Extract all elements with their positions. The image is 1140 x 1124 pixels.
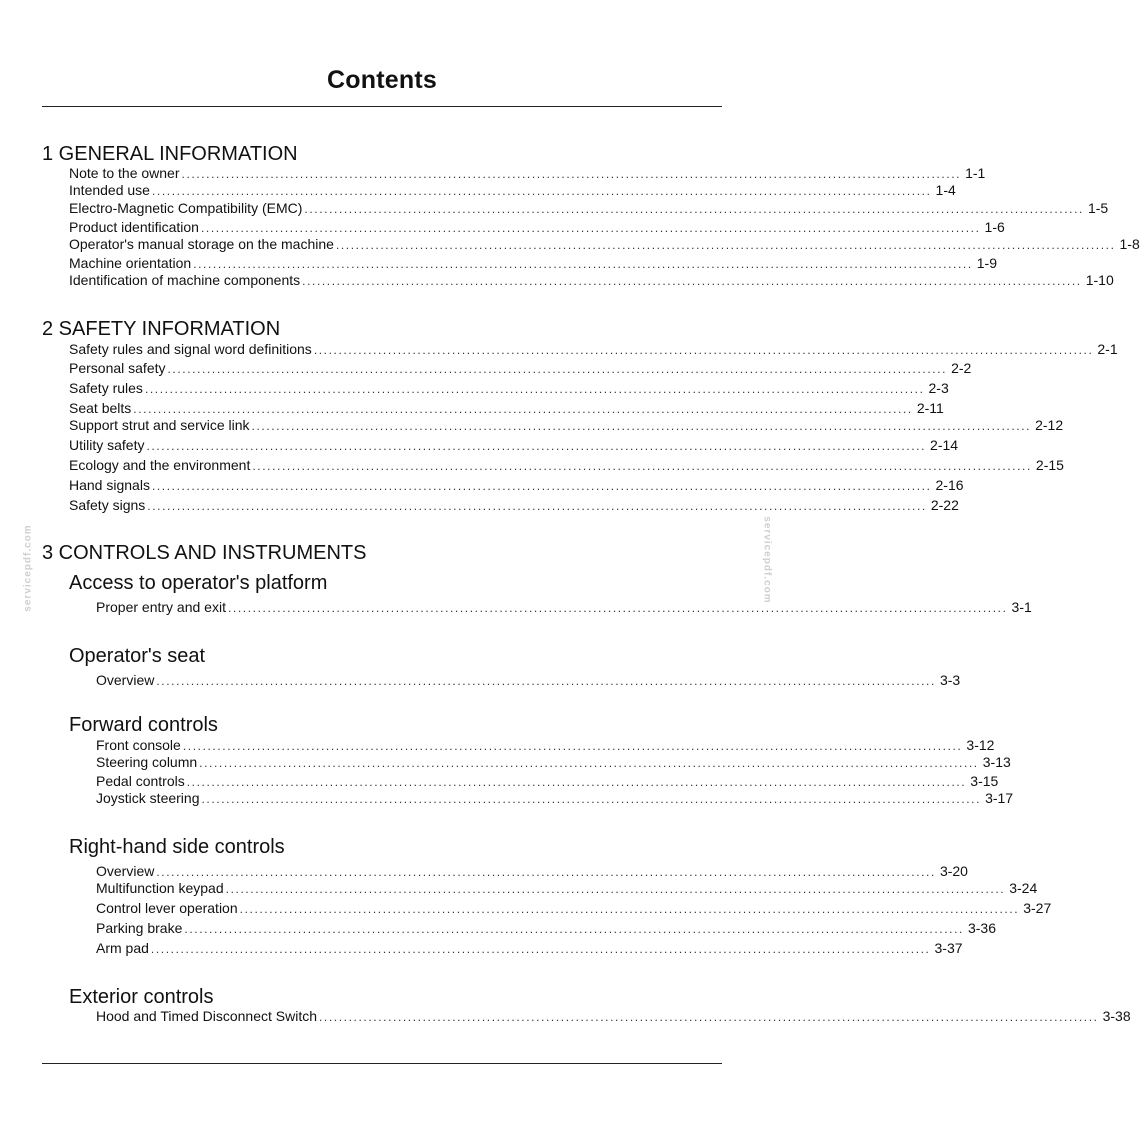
leader-dots: .............................................................................................................................................................. — [302, 274, 1082, 288]
toc-entry-page: 2-3 — [928, 380, 949, 396]
toc-entry-page: 2-11 — [916, 400, 944, 416]
toc-entry-page: 3-27 — [1023, 900, 1052, 916]
leader-dots: .............................................................................................................................................................. — [181, 167, 962, 181]
toc-entry[interactable] — [69, 477, 964, 494]
toc-entry-label: Note to the owner — [69, 165, 180, 181]
toc-entry-page: 3-38 — [1102, 1008, 1131, 1024]
bottom-rule — [42, 1063, 722, 1064]
leader-dots: .............................................................................................................................................................. — [199, 756, 979, 770]
section-heading: Access to operator's platform — [69, 572, 328, 594]
toc-entry-label: Pedal controls — [96, 773, 185, 789]
toc-entry-label: Product identification — [69, 219, 199, 235]
section-heading: Operator's seat — [69, 645, 206, 667]
page-title: Contents — [327, 66, 437, 94]
watermark-right: servicepdf.com — [761, 516, 773, 604]
toc-entry-label: Safety signs — [69, 497, 146, 513]
toc-entry-label: Ecology and the environment — [69, 457, 251, 473]
leader-dots: .............................................................................................................................................................. — [186, 775, 967, 789]
toc-entry[interactable] — [69, 255, 997, 272]
leader-dots: .............................................................................................................................................................. — [313, 343, 1094, 357]
chapter-heading: 3 CONTROLS AND INSTRUMENTS — [42, 542, 367, 564]
toc-entry-label: Identification of machine components — [69, 272, 301, 288]
toc-entry[interactable] — [69, 272, 1114, 289]
toc-entry[interactable] — [69, 497, 959, 514]
toc-entry-page: 3-13 — [982, 754, 1011, 770]
toc-entry-label: Proper entry and exit — [96, 599, 226, 615]
toc-entry-page: 2-16 — [935, 477, 964, 493]
toc-entry[interactable] — [96, 863, 968, 880]
chapter-heading: 2 SAFETY INFORMATION — [42, 318, 281, 340]
leader-dots: .............................................................................................................................................................. — [144, 382, 925, 396]
toc-entry-page: 3-37 — [934, 940, 963, 956]
toc-entry-page: 1-8 — [1119, 236, 1140, 252]
toc-entry-label: Utility safety — [69, 437, 145, 453]
section-heading: Exterior controls — [69, 986, 214, 1008]
toc-entry[interactable] — [96, 599, 1032, 616]
toc-entry-page: 3-17 — [985, 790, 1014, 806]
toc-entry-page: 2-2 — [951, 360, 972, 376]
toc-entry-label: Steering column — [96, 754, 198, 770]
leader-dots: .............................................................................................................................................................. — [252, 459, 1032, 473]
toc-entry[interactable] — [69, 400, 944, 417]
toc-entry-page: 1-1 — [965, 165, 986, 181]
toc-entry[interactable] — [69, 165, 986, 182]
toc-entry-label: Arm pad — [96, 940, 149, 956]
toc-entry-label: Personal safety — [69, 360, 166, 376]
toc-entry[interactable] — [69, 236, 1140, 253]
leader-dots: .............................................................................................................................................................. — [156, 674, 936, 688]
toc-entry-label: Safety rules — [69, 380, 143, 396]
leader-dots: .............................................................................................................................................................. — [251, 419, 1032, 433]
leader-dots: .............................................................................................................................................................. — [184, 922, 964, 936]
section-heading: Forward controls — [69, 714, 218, 736]
chapter-heading: 1 GENERAL INFORMATION — [42, 143, 298, 165]
toc-entry[interactable] — [96, 773, 999, 790]
toc-entry[interactable] — [96, 940, 963, 957]
toc-entry-label: Operator's manual storage on the machine — [69, 236, 334, 252]
leader-dots: .............................................................................................................................................................. — [146, 439, 927, 453]
toc-entry-page: 3-36 — [967, 920, 996, 936]
toc-entry[interactable] — [96, 1008, 1131, 1025]
leader-dots: .............................................................................................................................................................. — [156, 865, 936, 879]
toc-entry[interactable] — [69, 182, 956, 199]
leader-dots: .............................................................................................................................................................. — [239, 902, 1020, 916]
leader-dots: .............................................................................................................................................................. — [147, 499, 927, 513]
leader-dots: .............................................................................................................................................................. — [319, 1010, 1099, 1024]
toc-entry-page: 2-22 — [930, 497, 959, 513]
toc-entry[interactable] — [69, 200, 1109, 217]
toc-entry[interactable] — [69, 380, 949, 397]
toc-entry-page: 3-3 — [939, 672, 961, 688]
toc-entry-page: 2-12 — [1035, 417, 1064, 433]
leader-dots: .............................................................................................................................................................. — [200, 221, 981, 235]
toc-entry[interactable] — [96, 790, 1014, 807]
toc-entry[interactable] — [69, 360, 972, 377]
toc-entry[interactable] — [96, 754, 1011, 771]
leader-dots: .............................................................................................................................................................. — [151, 184, 932, 198]
toc-entry-page: 1-6 — [984, 219, 1005, 235]
toc-entry[interactable] — [96, 920, 996, 937]
leader-dots: .............................................................................................................................................................. — [304, 202, 1084, 216]
leader-dots: .............................................................................................................................................................. — [167, 362, 948, 376]
toc-entry-page: 1-10 — [1085, 272, 1114, 288]
leader-dots: .............................................................................................................................................................. — [227, 601, 1008, 615]
toc-entry-label: Overview — [96, 863, 155, 879]
toc-entry-page: 2-1 — [1097, 341, 1118, 357]
toc-entry-page: 2-15 — [1035, 457, 1064, 473]
toc-entry[interactable] — [96, 900, 1052, 917]
leader-dots: .............................................................................................................................................................. — [182, 739, 963, 753]
toc-entry-label: Intended use — [69, 182, 150, 198]
toc-entry[interactable] — [96, 672, 961, 689]
toc-entry-page: 2-14 — [930, 437, 959, 453]
leader-dots: .............................................................................................................................................................. — [193, 257, 973, 271]
watermark-left: servicepdf.com — [22, 524, 34, 612]
toc-entry-label: Safety rules and signal word definitions — [69, 341, 312, 357]
toc-entry-label: Seat belts — [69, 400, 132, 416]
toc-entry-page: 1-9 — [976, 255, 997, 271]
toc-entry-page: 3-1 — [1011, 599, 1032, 615]
leader-dots: .............................................................................................................................................................. — [201, 792, 982, 806]
toc-entry[interactable] — [69, 341, 1118, 358]
toc-entry[interactable] — [96, 880, 1038, 897]
toc-entry-label: Hood and Timed Disconnect Switch — [96, 1008, 317, 1024]
toc-entry[interactable] — [69, 219, 1005, 236]
toc-entry[interactable] — [69, 417, 1064, 434]
toc-entry-label: Overview — [96, 672, 155, 688]
leader-dots: .............................................................................................................................................................. — [133, 402, 913, 416]
toc-entry-page: 3-15 — [970, 773, 999, 789]
toc-entry-label: Joystick steering — [96, 790, 200, 806]
toc-entry-label: Control lever operation — [96, 900, 238, 916]
leader-dots: .............................................................................................................................................................. — [151, 479, 932, 493]
top-rule — [42, 106, 722, 107]
toc-entry-label: Multifunction keypad — [96, 880, 224, 896]
toc-entry-label: Electro-Magnetic Compatibility (EMC) — [69, 200, 303, 216]
toc-entry[interactable] — [96, 737, 995, 754]
toc-entry-page: 1-4 — [935, 182, 956, 198]
toc-entry-label: Machine orientation — [69, 255, 192, 271]
toc-entry-label: Support strut and service link — [69, 417, 250, 433]
toc-entry-label: Parking brake — [96, 920, 183, 936]
leader-dots: .............................................................................................................................................................. — [150, 942, 931, 956]
toc-entry-label: Hand signals — [69, 477, 150, 493]
leader-dots: .............................................................................................................................................................. — [335, 238, 1116, 252]
toc-entry-page: 3-20 — [939, 863, 968, 879]
leader-dots: .............................................................................................................................................................. — [225, 882, 1006, 896]
section-heading: Right-hand side controls — [69, 836, 285, 858]
toc-entry-label: Front console — [96, 737, 181, 753]
toc-entry[interactable] — [69, 457, 1064, 474]
toc-entry-page: 3-24 — [1009, 880, 1038, 896]
toc-entry-page: 1-5 — [1087, 200, 1109, 216]
toc-entry[interactable] — [69, 437, 959, 454]
toc-entry-page: 3-12 — [966, 737, 995, 753]
